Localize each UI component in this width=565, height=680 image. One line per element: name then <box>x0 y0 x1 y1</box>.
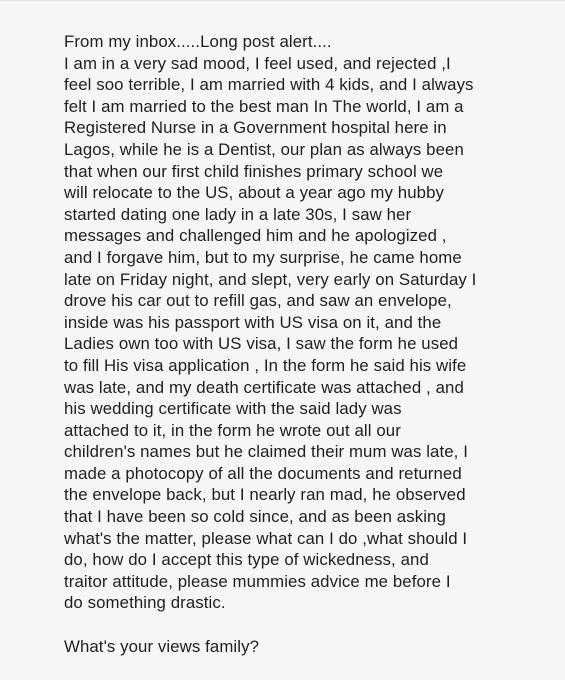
post-line: felt I am married to the best man In The world, I am a <box>64 96 464 116</box>
post-line: attached to it, in the form he wrote out all our <box>64 420 401 440</box>
post-line: Ladies own too with US visa, I saw the form he used <box>64 334 459 354</box>
post-line: inside was his passport with US visa on it, and the <box>64 312 442 332</box>
post-line: late on Friday night, and slept, very early on Saturday I <box>64 269 477 289</box>
post-line: and I forgave him, but to my surprise, he came home <box>64 247 462 267</box>
post-line: was late, and my death certificate was attached , and <box>64 377 464 397</box>
paragraph-gap <box>64 614 534 636</box>
post-line: the envelope back, but I nearly ran mad, he observed <box>64 485 466 505</box>
post-line: drove his car out to refill gas, and saw an envelope, <box>64 291 452 311</box>
post-line: his wedding certificate with the said lady was <box>64 399 402 419</box>
post-line: that I have been so cold since, and as been asking <box>64 507 446 527</box>
post-line: messages and challenged him and he apologized , <box>64 226 447 246</box>
post-line: Lagos, while he is a Dentist, our plan as always been <box>64 139 464 159</box>
post-line: I am in a very sad mood, I feel used, and rejected ,I <box>64 53 451 73</box>
post-line: to fill His visa application , In the form he said his wife <box>64 355 467 375</box>
post-line: From my inbox.....Long post alert.... <box>64 32 332 51</box>
post-line: made a photocopy of all the documents and returned <box>64 463 462 483</box>
post-line: what's the matter, please what can I do ,what should I <box>64 528 468 548</box>
post-line: feel soo terrible, I am married with 4 kids, and I always <box>64 75 474 95</box>
post-footer-question: What's your views family? <box>64 636 260 656</box>
post-line: Registered Nurse in a Government hospital here in <box>64 118 447 138</box>
post-line: will relocate to the US, about a year ago my hubby <box>64 183 444 203</box>
post-line: traitor attitude, please mummies advice me before I <box>64 571 451 591</box>
post-line: do, how do I accept this type of wickedness, and <box>64 550 429 570</box>
post-line: started dating one lady in a late 30s, I saw her <box>64 204 412 224</box>
post-line: children's names but he claimed their mum was late, I <box>64 442 468 462</box>
post-line: do something drastic. <box>64 593 226 613</box>
post-line: that when our first child finishes primary school we <box>64 161 444 181</box>
post-body <box>64 31 534 657</box>
